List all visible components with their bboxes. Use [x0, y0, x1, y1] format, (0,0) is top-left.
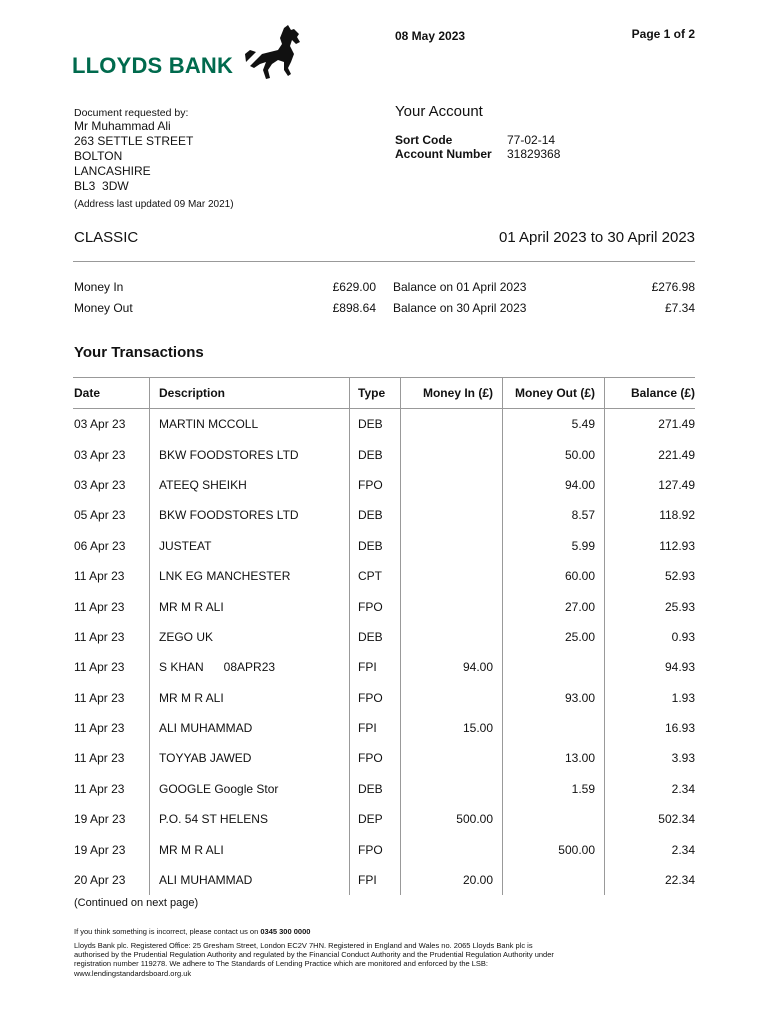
cell-money-out: 13.00 [503, 743, 605, 773]
transactions-table [73, 377, 695, 895]
closing-balance-value: £7.34 [664, 301, 695, 315]
cell-money-out [503, 865, 605, 895]
opening-balance-value: £276.98 [651, 280, 695, 294]
money-in-total: £629.00 [332, 280, 376, 294]
cell-type: DEB [350, 500, 401, 530]
cell-type: DEB [350, 409, 401, 440]
cell-date: 11 Apr 23 [73, 683, 150, 713]
address-line: LANCASHIRE [74, 164, 151, 178]
table-row [73, 470, 695, 500]
cell-date: 03 Apr 23 [73, 409, 150, 440]
cell-type: DEB [350, 622, 401, 652]
cell-date: 11 Apr 23 [73, 622, 150, 652]
cell-date: 03 Apr 23 [73, 439, 150, 469]
cell-type: FPO [350, 591, 401, 621]
transactions-heading: Your Transactions [74, 344, 204, 361]
cell-balance: 2.34 [671, 781, 695, 796]
money-in-label: Money In [74, 280, 124, 294]
bank-logo-text: LLOYDS BANK [72, 53, 234, 78]
cell-money-in [401, 743, 503, 773]
cell-description: ALI MUHAMMAD [150, 713, 350, 743]
cell-type: FPO [350, 683, 401, 713]
contact-text: If you think something is incorrect, please contact us on [74, 927, 261, 936]
cell-money-out: 25.00 [503, 622, 605, 652]
table-row [73, 622, 695, 652]
cell-money-out [503, 652, 605, 682]
table-row [73, 834, 695, 864]
cell-date: 11 Apr 23 [73, 774, 150, 804]
cell-description: ATEEQ SHEIKH [150, 470, 350, 500]
sort-code-label: Sort Code [395, 133, 453, 147]
customer-name: Mr Muhammad Ali [74, 119, 171, 133]
cell-type: CPT [350, 561, 401, 591]
sort-code-value: 77-02-14 [507, 133, 556, 147]
closing-balance-label: Balance on 30 April 2023 [393, 301, 527, 315]
cell-money-in [401, 500, 503, 530]
cell-money-in [401, 683, 503, 713]
cell-date: 11 Apr 23 [73, 652, 150, 682]
address-line: BOLTON [74, 149, 123, 163]
cell-balance: 16.93 [664, 721, 695, 736]
account-type: CLASSIC [74, 229, 139, 246]
cell-money-out [503, 713, 605, 743]
cell-money-out: 5.49 [503, 409, 605, 440]
cell-balance: 94.93 [664, 660, 695, 675]
cell-money-in: 15.00 [401, 713, 503, 743]
cell-money-in [401, 470, 503, 500]
cell-description: MR M R ALI [150, 683, 350, 713]
table-row [73, 713, 695, 743]
cell-date: 03 Apr 23 [73, 470, 150, 500]
black-horse-icon [244, 24, 312, 82]
page-number: Page 1 of 2 [631, 27, 695, 41]
cell-money-out: 5.99 [503, 531, 605, 561]
column-header-date: Date [73, 378, 150, 409]
cell-description: MR M R ALI [150, 591, 350, 621]
cell-balance: 112.93 [659, 538, 695, 553]
column-header-type: Type [350, 378, 401, 409]
cell-type: FPO [350, 470, 401, 500]
column-header-balance: Balance (£) [605, 378, 696, 409]
cell-description: ZEGO UK [150, 622, 350, 652]
table-row [73, 743, 695, 773]
cell-type: DEB [350, 439, 401, 469]
table-row [73, 500, 695, 530]
cell-type: DEP [350, 804, 401, 834]
account-number-label: Account Number [395, 147, 492, 161]
cell-description: GOOGLE Google Stor [150, 774, 350, 804]
table-row [73, 531, 695, 561]
cell-description: ALI MUHAMMAD [150, 865, 350, 895]
cell-description: MR M R ALI [150, 834, 350, 864]
cell-description: TOYYAB JAWED [150, 743, 350, 773]
money-out-label: Money Out [74, 301, 133, 315]
cell-description: LNK EG MANCHESTER [150, 561, 350, 591]
cell-money-in: 500.00 [401, 804, 503, 834]
cell-money-out: 93.00 [503, 683, 605, 713]
cell-balance: 118.92 [659, 508, 695, 523]
cell-money-in [401, 591, 503, 621]
table-header-row [73, 378, 695, 409]
cell-type: DEB [350, 531, 401, 561]
account-number-row [395, 147, 595, 162]
cell-description: S KHAN 08APR23 [150, 652, 350, 682]
cell-balance: 271.49 [658, 417, 695, 432]
table-row [73, 561, 695, 591]
table-row [73, 439, 695, 469]
cell-type: FPO [350, 834, 401, 864]
cell-money-in [401, 834, 503, 864]
requested-by-label: Document requested by: [74, 107, 189, 119]
cell-type: FPI [350, 713, 401, 743]
table-row [73, 591, 695, 621]
cell-money-in [401, 561, 503, 591]
cell-money-out: 1.59 [503, 774, 605, 804]
cell-date: 20 Apr 23 [73, 865, 150, 895]
legal-notice: Lloyds Bank plc. Registered Office: 25 Gresham Street, London EC2V 7HN. Registered in England and Wales no. 2065 Lloyds Bank plc is authorised by the Prudential Regulation Authority and regulated by the Financial Conduct Authority and the Prudential Regulation Authority under registration number 119278. We adhere to The Standards of Lending Practice which are monitored and enforced by the LSB: www.lendingstandardsboard.org.uk [74, 941, 554, 978]
cell-money-in [401, 774, 503, 804]
cell-date: 11 Apr 23 [73, 713, 150, 743]
table-row [73, 774, 695, 804]
table-row [73, 683, 695, 713]
cell-money-out: 500.00 [503, 834, 605, 864]
cell-balance: 52.93 [664, 569, 695, 584]
cell-money-in [401, 531, 503, 561]
opening-balance-label: Balance on 01 April 2023 [393, 280, 527, 294]
cell-money-out: 27.00 [503, 591, 605, 621]
cell-balance: 1.93 [671, 690, 695, 705]
cell-balance: 3.93 [671, 751, 695, 766]
cell-money-out: 94.00 [503, 470, 605, 500]
cell-balance: 2.34 [671, 842, 695, 857]
cell-description: MARTIN MCCOLL [150, 409, 350, 440]
cell-date: 19 Apr 23 [73, 804, 150, 834]
table-row [73, 409, 695, 440]
contact-line [74, 927, 310, 936]
your-account-heading: Your Account [395, 103, 483, 120]
cell-date: 11 Apr 23 [73, 591, 150, 621]
cell-balance: 25.93 [664, 599, 695, 614]
money-out-total: £898.64 [332, 301, 376, 315]
cell-description: JUSTEAT [150, 531, 350, 561]
cell-balance: 0.93 [671, 629, 695, 644]
cell-date: 11 Apr 23 [73, 561, 150, 591]
cell-money-out: 60.00 [503, 561, 605, 591]
sort-code-row [395, 133, 595, 148]
customer-address [74, 119, 193, 194]
cell-description: P.O. 54 ST HELENS [150, 804, 350, 834]
cell-money-out [503, 804, 605, 834]
cell-balance: 22.34 [664, 873, 695, 888]
cell-type: FPO [350, 743, 401, 773]
cell-description: BKW FOODSTORES LTD [150, 500, 350, 530]
table-row [73, 865, 695, 895]
cell-date: 11 Apr 23 [73, 743, 150, 773]
column-header-description: Description [150, 378, 350, 409]
cell-date: 06 Apr 23 [73, 531, 150, 561]
column-header-money-in: Money In (£) [401, 378, 503, 409]
address-line: BL3 3DW [74, 179, 129, 193]
address-line: 263 SETTLE STREET [74, 134, 194, 148]
cell-description: BKW FOODSTORES LTD [150, 439, 350, 469]
cell-type: FPI [350, 865, 401, 895]
cell-type: FPI [350, 652, 401, 682]
statement-date: 08 May 2023 [395, 29, 466, 43]
cell-balance: 502.34 [658, 812, 695, 827]
cell-balance: 221.49 [658, 447, 695, 462]
cell-money-in [401, 409, 503, 440]
address-updated-note: (Address last updated 09 Mar 2021) [74, 199, 234, 210]
account-number-value: 31829368 [507, 147, 561, 161]
cell-balance: 127.49 [658, 477, 695, 492]
cell-money-out: 8.57 [503, 500, 605, 530]
cell-type: DEB [350, 774, 401, 804]
cell-money-out: 50.00 [503, 439, 605, 469]
cell-money-in: 94.00 [401, 652, 503, 682]
cell-date: 05 Apr 23 [73, 500, 150, 530]
divider [73, 261, 695, 262]
table-row [73, 804, 695, 834]
continued-note: (Continued on next page) [74, 897, 199, 909]
column-header-money-out: Money Out (£) [503, 378, 605, 409]
cell-money-in: 20.00 [401, 865, 503, 895]
cell-money-in [401, 439, 503, 469]
table-row [73, 652, 695, 682]
cell-money-in [401, 622, 503, 652]
statement-period: 01 April 2023 to 30 April 2023 [499, 229, 695, 246]
contact-phone: 0345 300 0000 [260, 927, 311, 936]
cell-date: 19 Apr 23 [73, 834, 150, 864]
